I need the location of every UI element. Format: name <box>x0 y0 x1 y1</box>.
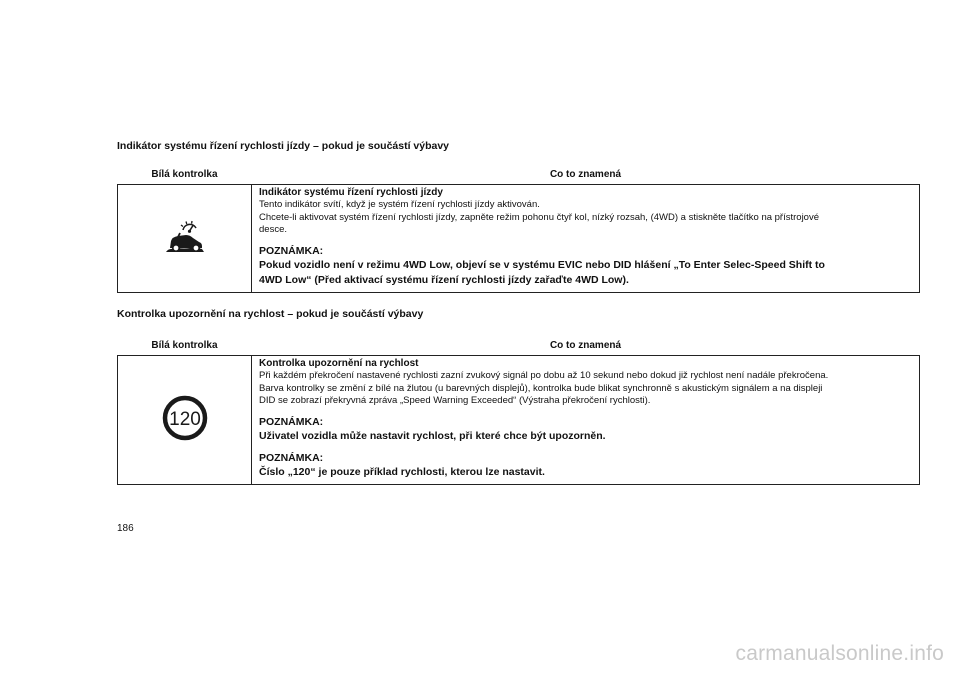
note-heading: POZNÁMKA: <box>259 415 324 428</box>
note-text: Pokud vozidlo není v režimu 4WD Low, objeví se v systému EVIC nebo DID hlášení „To Enter Selec-Speed Shift to <box>259 258 825 271</box>
table-row <box>118 185 920 293</box>
col-header-meaning: Co to znamená <box>252 337 920 356</box>
note-heading: POZNÁMKA: <box>259 451 324 464</box>
col-header-meaning: Co to znamená <box>252 166 920 185</box>
speed-warning-table <box>117 337 920 485</box>
table-row <box>118 356 920 485</box>
icon-cell <box>118 185 252 293</box>
note-text: 4WD Low“ (Před aktivací systému řízení rychlosti jízdy zařaďte 4WD Low). <box>259 273 629 286</box>
description-line: DID se zobrazí překryvná zpráva „Speed Warning Exceeded“ (Výstraha překročení rychlosti). <box>259 395 651 406</box>
note-heading: POZNÁMKA: <box>259 244 324 257</box>
note-text: Uživatel vozidla může nastavit rychlost, při které chce být upozorněn. <box>259 429 606 442</box>
description-line: Při každém překročení nastavené rychlosti zazní zvukový signál po dobu až 10 sekund nebo dokud již rychlost není nadále překročena. <box>259 370 829 381</box>
description-line: Chcete-li aktivovat systém řízení rychlosti jízdy, zapněte režim pohonu čtyř kol, nízký rozsah, (4WD) a stiskněte tlačítko na přístrojové <box>259 211 820 223</box>
watermark: carmanualsonline.info <box>735 642 944 665</box>
indicator-title: Indikátor systému řízení rychlosti jízdy <box>259 187 443 198</box>
section-title-selec-speed: Indikátor systému řízení rychlosti jízdy – pokud je součástí výbavy <box>117 140 450 152</box>
description-line: Barva kontrolky se změní z bílé na žlutou (u barevných displejů), kontrolka bude blikat synchronně s akustickým signálem a na displeji <box>259 382 823 394</box>
note-text: Číslo „120“ je pouze příklad rychlosti, kterou lze nastavit. <box>259 465 545 478</box>
description-cell <box>252 185 920 293</box>
speed-120-icon <box>161 394 209 442</box>
description-cell <box>252 356 920 485</box>
col-header-light: Bílá kontrolka <box>118 166 252 185</box>
indicator-title: Kontrolka upozornění na rychlost <box>259 358 419 369</box>
section-title-speed-warning: Kontrolka upozornění na rychlost – pokud je součástí výbavy <box>117 308 424 320</box>
col-header-light: Bílá kontrolka <box>118 337 252 356</box>
icon-cell <box>118 356 252 485</box>
selec-speed-table <box>117 166 920 293</box>
selec-speed-vehicle-icon <box>162 218 208 256</box>
page-number: 186 <box>117 523 134 534</box>
speed-value-label: 120 <box>168 409 201 431</box>
description-line: Tento indikátor svítí, když je systém řízení rychlosti jízdy aktivován. <box>259 199 540 210</box>
description-line: desce. <box>259 224 287 235</box>
